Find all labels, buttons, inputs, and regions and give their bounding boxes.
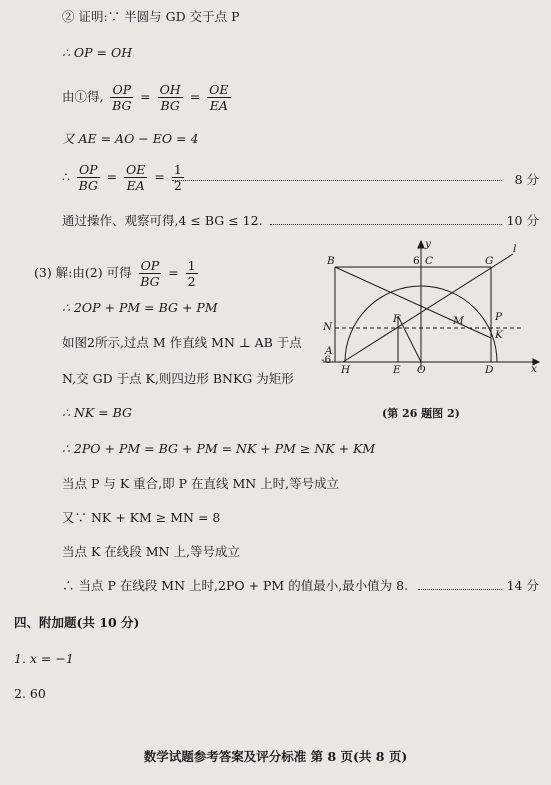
answer-2: 2. 60 (14, 686, 46, 701)
label-m: M (453, 315, 464, 327)
label-f: F (393, 313, 401, 325)
score-10: 10 分 (506, 213, 539, 228)
proof-line-6: 通过操作、观察可得,4 ≤ BG ≤ 12. (62, 213, 263, 228)
proof-line-10: N,交 GD 于点 K,则四边形 BNKG 为矩形 (62, 371, 294, 386)
y-axis-arrow (418, 241, 424, 248)
fraction-oh-bg: $\frac{OH}{BG}$ (159, 82, 181, 113)
label-o: O (417, 364, 426, 373)
part-3-line: (3) 解:由(2) 可得 $\frac{OP}{BG}$ = $\frac{1}{2}$ (34, 258, 196, 289)
proof-line-3: 由①得, $\frac{OP}{BG}$ = $\frac{OH}{BG}$ = $\frac{OE}{EA}$ (62, 82, 229, 113)
label-six: 6 (413, 255, 420, 267)
proof-line-5: ∴ $\frac{OP}{BG}$ = $\frac{OE}{EA}$ = $\frac{1}{2}$ (62, 162, 182, 193)
score-14: 14 分 (506, 578, 539, 593)
label-h: H (341, 364, 351, 373)
segment-fo (398, 316, 421, 362)
label-x: x (531, 363, 537, 373)
label-l: l (513, 243, 517, 255)
label-g: G (485, 255, 494, 267)
fraction-op-bg-3: $\frac{OP}{BG}$ (140, 258, 160, 289)
label-neg6: -6 (321, 354, 332, 366)
proof-line-8: ∴ 2OP + PM = BG + PM (62, 300, 218, 315)
answer-1: 1. x = −1 (14, 651, 74, 666)
page-footer: 数学试题参考答案及评分标准 第 8 页(共 8 页) (143, 749, 408, 764)
fraction-one-half: $\frac{1}{2}$ (173, 162, 182, 193)
label-c: C (425, 255, 434, 267)
figure-caption: (第 26 题图 2) (382, 407, 460, 420)
fraction-oe-ea-2: $\frac{OE}{EA}$ (126, 162, 146, 193)
part-3-prefix: (3) 解:由(2) 可得 (34, 265, 132, 280)
label-k: K (495, 329, 503, 341)
dotted-leader-14 (418, 589, 502, 590)
label-a: A (325, 345, 333, 357)
proof-line-16: ∴ 当点 P 在线段 MN 上时,2PO + PM 的值最小,最小值为 8. (62, 578, 409, 593)
proof-line-15: 当点 K 在线段 MN 上,等号成立 (62, 544, 240, 559)
proof-line-14: 又∵ NK + KM ≥ MN = 8 (62, 510, 221, 525)
label-d: D (485, 364, 494, 373)
proof-line-12: ∴ 2PO + PM = BG + PM = NK + PM ≥ NK + KM (62, 441, 376, 456)
label-e: E (393, 364, 401, 373)
proof-line-4: 又 AE = AO − EO = 4 (62, 131, 199, 146)
label-y: y (425, 238, 431, 250)
label-b: B (327, 255, 335, 267)
fraction-op-bg-2: $\frac{OP}{BG}$ (78, 162, 98, 193)
line-3-prefix: 由①得, (62, 89, 104, 104)
geometry-figure (313, 238, 543, 373)
fraction-op-bg: $\frac{OP}{BG}$ (112, 82, 132, 113)
dotted-leader-10 (270, 224, 502, 225)
label-p: P (495, 311, 503, 323)
section-4-title: 四、附加题(共 10 分) (14, 615, 140, 630)
line-l (343, 254, 513, 362)
fraction-one-half-2: $\frac{1}{2}$ (187, 258, 196, 289)
proof-line-13: 当点 P 与 K 重合,即 P 在直线 MN 上时,等号成立 (62, 476, 340, 491)
proof-line-11: ∴ NK = BG (62, 405, 133, 420)
label-n: N (323, 321, 333, 333)
dotted-leader-8 (172, 180, 502, 181)
proof-line-9: 如图2所示,过点 M 作直线 MN ⊥ AB 于点 (62, 335, 302, 350)
fraction-oe-ea: $\frac{OE}{EA}$ (209, 82, 229, 113)
line-5-prefix: ∴ (62, 169, 70, 184)
score-8: 8 分 (514, 172, 539, 187)
proof-line-2: ∴ OP = OH (62, 45, 133, 60)
proof-line-1: ② 证明:∵ 半圆与 GD 交于点 P (62, 9, 240, 24)
